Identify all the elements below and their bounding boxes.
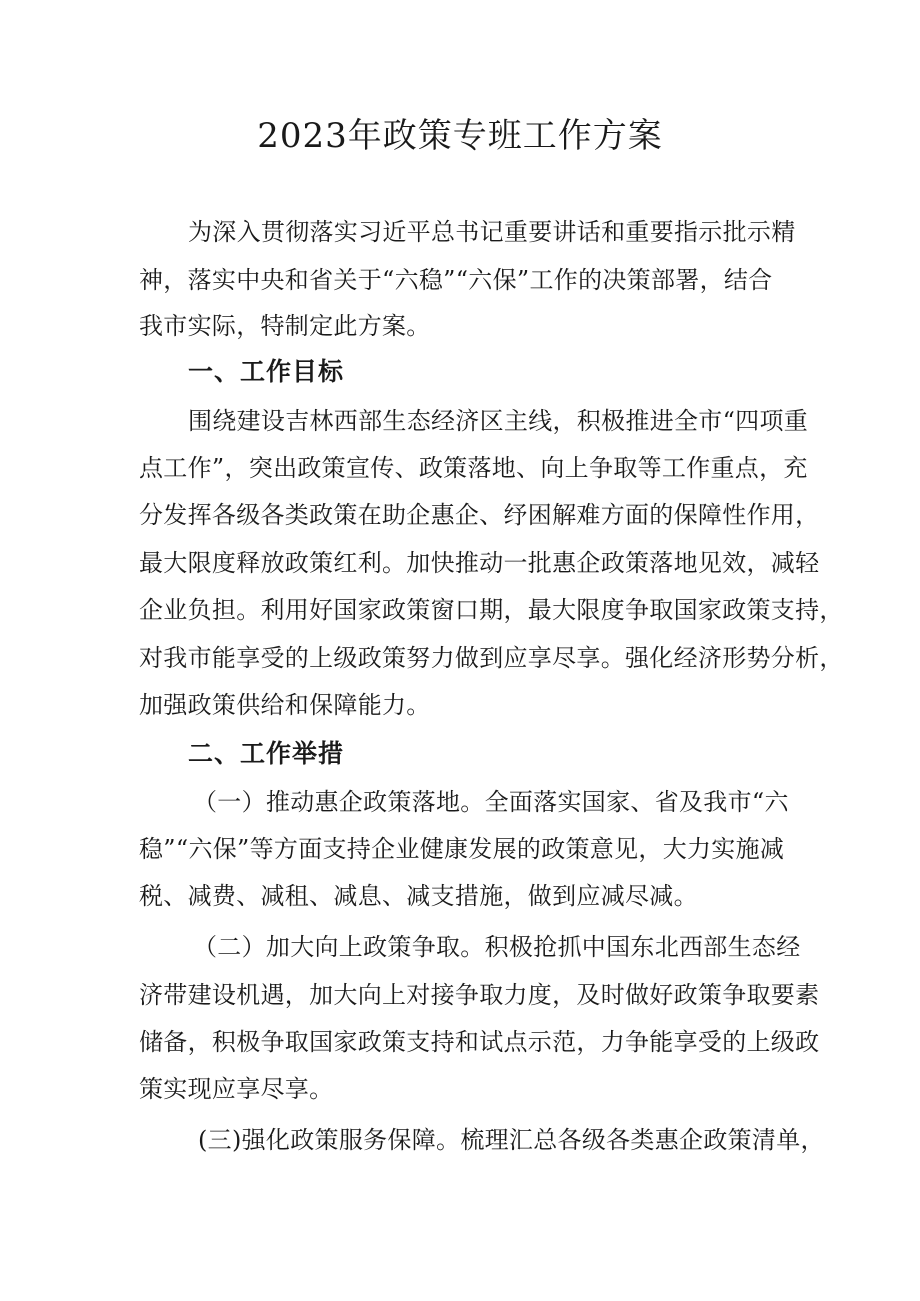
section-2-item-2-line-1: （二）加大向上政策争取。积极抢抓中国东北西部生态经	[193, 933, 801, 961]
section-1-line-7: 加强政策供给和保障能力。	[139, 691, 431, 719]
section-1-line-1: 围绕建设吉林西部生态经济区主线，积极推进全市“四项重	[188, 407, 809, 435]
section-2-item-2-line-2: 济带建设机遇，加大向上对接争取力度，及时做好政策争取要素	[139, 981, 820, 1009]
section-2-heading: 二、工作举措	[188, 739, 345, 768]
section-2-item-3-line-1: (三)强化政策服务保障。梳理汇总各级各类惠企政策清单，	[198, 1126, 825, 1154]
section-2-item-1-line-1: （一）推动惠企政策落地。全面落实国家、省及我市“六	[193, 788, 789, 816]
section-1-line-3: 分发挥各级各类政策在助企惠企、纾困解难方面的保障性作用，	[139, 501, 820, 529]
section-2-item-1-line-2: 稳”“六保”等方面支持企业健康发展的政策意见，大力实施减	[139, 835, 785, 863]
document-title: 2023年政策专班工作方案	[257, 116, 663, 156]
section-2-item-2-line-3: 储备，积极争取国家政策支持和试点示范，力争能享受的上级政	[139, 1028, 820, 1056]
intro-line-3: 我市实际，特制定此方案。	[139, 312, 431, 340]
section-2-item-2-line-4: 策实现应享尽享。	[139, 1075, 334, 1103]
section-1-heading: 一、工作目标	[188, 357, 345, 386]
intro-line-2: 神，落实中央和省关于“六稳”“六保”工作的决策部署，结合	[139, 266, 773, 294]
section-1-line-2: 点工作”，突出政策宣传、政策落地、向上争取等工作重点，充	[139, 454, 808, 482]
section-1-line-6: 对我市能享受的上级政策努力做到应享尽享。强化经济形势分析，	[139, 644, 844, 672]
intro-line-1: 为深入贯彻落实习近平总书记重要讲话和重要指示批示精	[188, 218, 796, 246]
section-1-line-4: 最大限度释放政策红利。加快推动一批惠企政策落地见效，减轻	[139, 549, 820, 577]
section-1-line-5: 企业负担。利用好国家政策窗口期，最大限度争取国家政策支持，	[139, 596, 844, 624]
section-2-item-1-line-3: 税、减费、减租、减息、减支措施，做到应减尽减。	[139, 882, 698, 910]
